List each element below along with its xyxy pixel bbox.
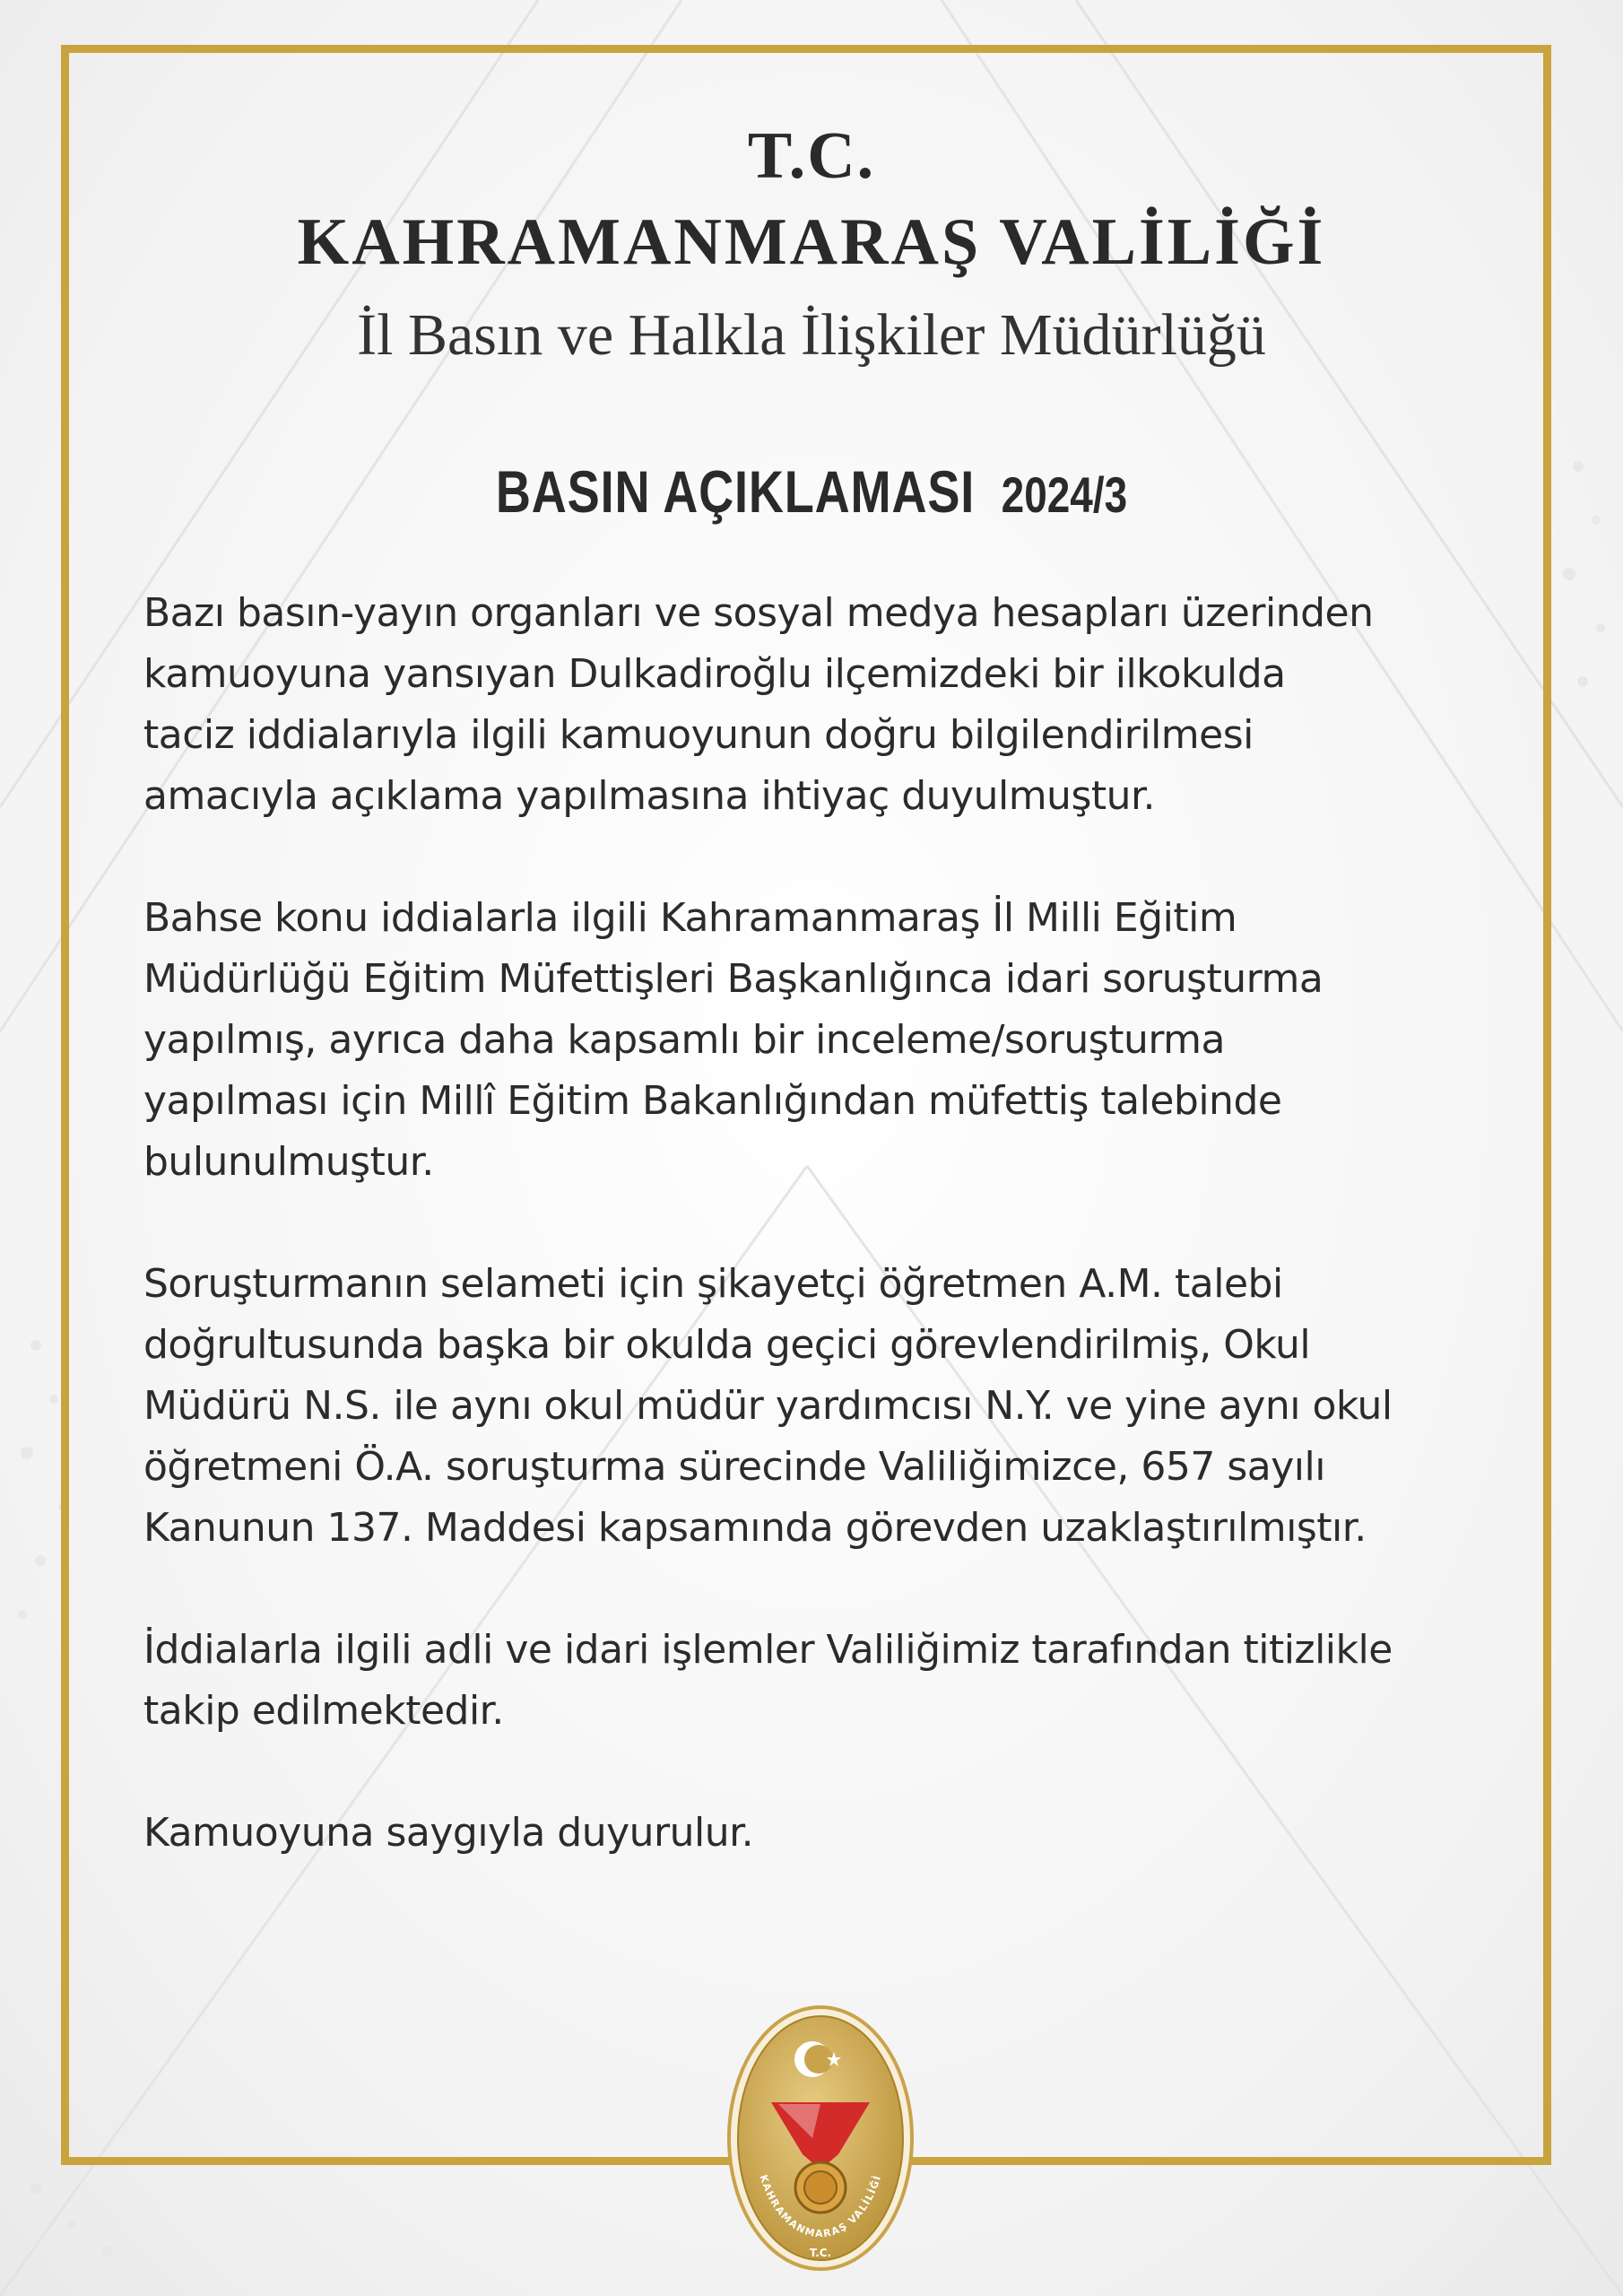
paragraph-line: Bahse konu iddialarla ilgili Kahramanmaraş İl Milli Eğitim: [143, 895, 1237, 941]
paragraph-line: İddialarla ilgili adli ve idari işlemler Valiliğimiz tarafından titizlikle: [143, 1627, 1393, 1673]
paragraph-line: Bazı basın-yayın organları ve sosyal medya hesapları üzerinden: [143, 590, 1374, 636]
paragraph-line: Kamuoyuna saygıyla duyurulur.: [143, 1810, 754, 1856]
header-valilik: KAHRAMANMARAŞ VALİLİĞİ: [297, 205, 1326, 279]
press-release-number: 2024/3: [1001, 466, 1128, 523]
paragraph-2: [143, 888, 1488, 1193]
kahramanmaras-valiligi-seal: [726, 2004, 915, 2273]
paragraph-line: Soruşturmanın selameti için şikayetçi öğretmen A.M. talebi: [143, 1261, 1283, 1307]
paragraph-line: yapılmış, ayrıca daha kapsamlı bir inceleme/soruşturma: [143, 1017, 1226, 1063]
press-release-body: [143, 583, 1488, 1925]
paragraph-line: taciz iddialarıyla ilgili kamuoyunun doğru bilgilendirilmesi: [143, 712, 1254, 758]
paragraph-line: Kanunun 137. Maddesi kapsamında görevden uzaklaştırılmıştır.: [143, 1505, 1367, 1551]
paragraph-line: amacıyla açıklama yapılmasına ihtiyaç duyulmuştur.: [143, 773, 1156, 819]
header-tc: T.C.: [747, 119, 876, 193]
paragraph-4: [143, 1620, 1488, 1742]
seal-bottom-text: T.C.: [809, 2247, 832, 2259]
paragraph-1: [143, 583, 1488, 827]
press-release-title: [146, 457, 1477, 526]
paragraph-line: takip edilmektedir.: [143, 1688, 504, 1734]
paragraph-line: Müdürlüğü Eğitim Müfettişleri Başkanlığınca idari soruşturma: [143, 956, 1324, 1002]
paragraph-line: yapılması için Millî Eğitim Bakanlığından müfettiş talebinde: [143, 1078, 1282, 1124]
paragraph-5: [143, 1803, 1488, 1864]
paragraph-line: kamuoyuna yansıyan Dulkadiroğlu ilçemizdeki bir ilkokulda: [143, 651, 1286, 697]
header-mudurluk: İl Basın ve Halkla İlişkiler Müdürlüğü: [357, 302, 1266, 368]
seal-arc-text: KAHRAMANMARAŞ VALİLİĞİ: [757, 2173, 884, 2240]
press-release-label: BASIN AÇIKLAMASI: [495, 458, 976, 525]
paragraph-line: öğretmeni Ö.A. soruşturma sürecinde Valiliğimizce, 657 sayılı: [143, 1444, 1325, 1490]
paragraph-line: Müdürü N.S. ile aynı okul müdür yardımcısı N.Y. ve yine aynı okul: [143, 1383, 1393, 1429]
paragraph-line: bulunulmuştur.: [143, 1139, 434, 1185]
paragraph-3: [143, 1254, 1488, 1559]
paragraph-line: doğrultusunda başka bir okulda geçici görevlendirilmiş, Okul: [143, 1322, 1311, 1368]
